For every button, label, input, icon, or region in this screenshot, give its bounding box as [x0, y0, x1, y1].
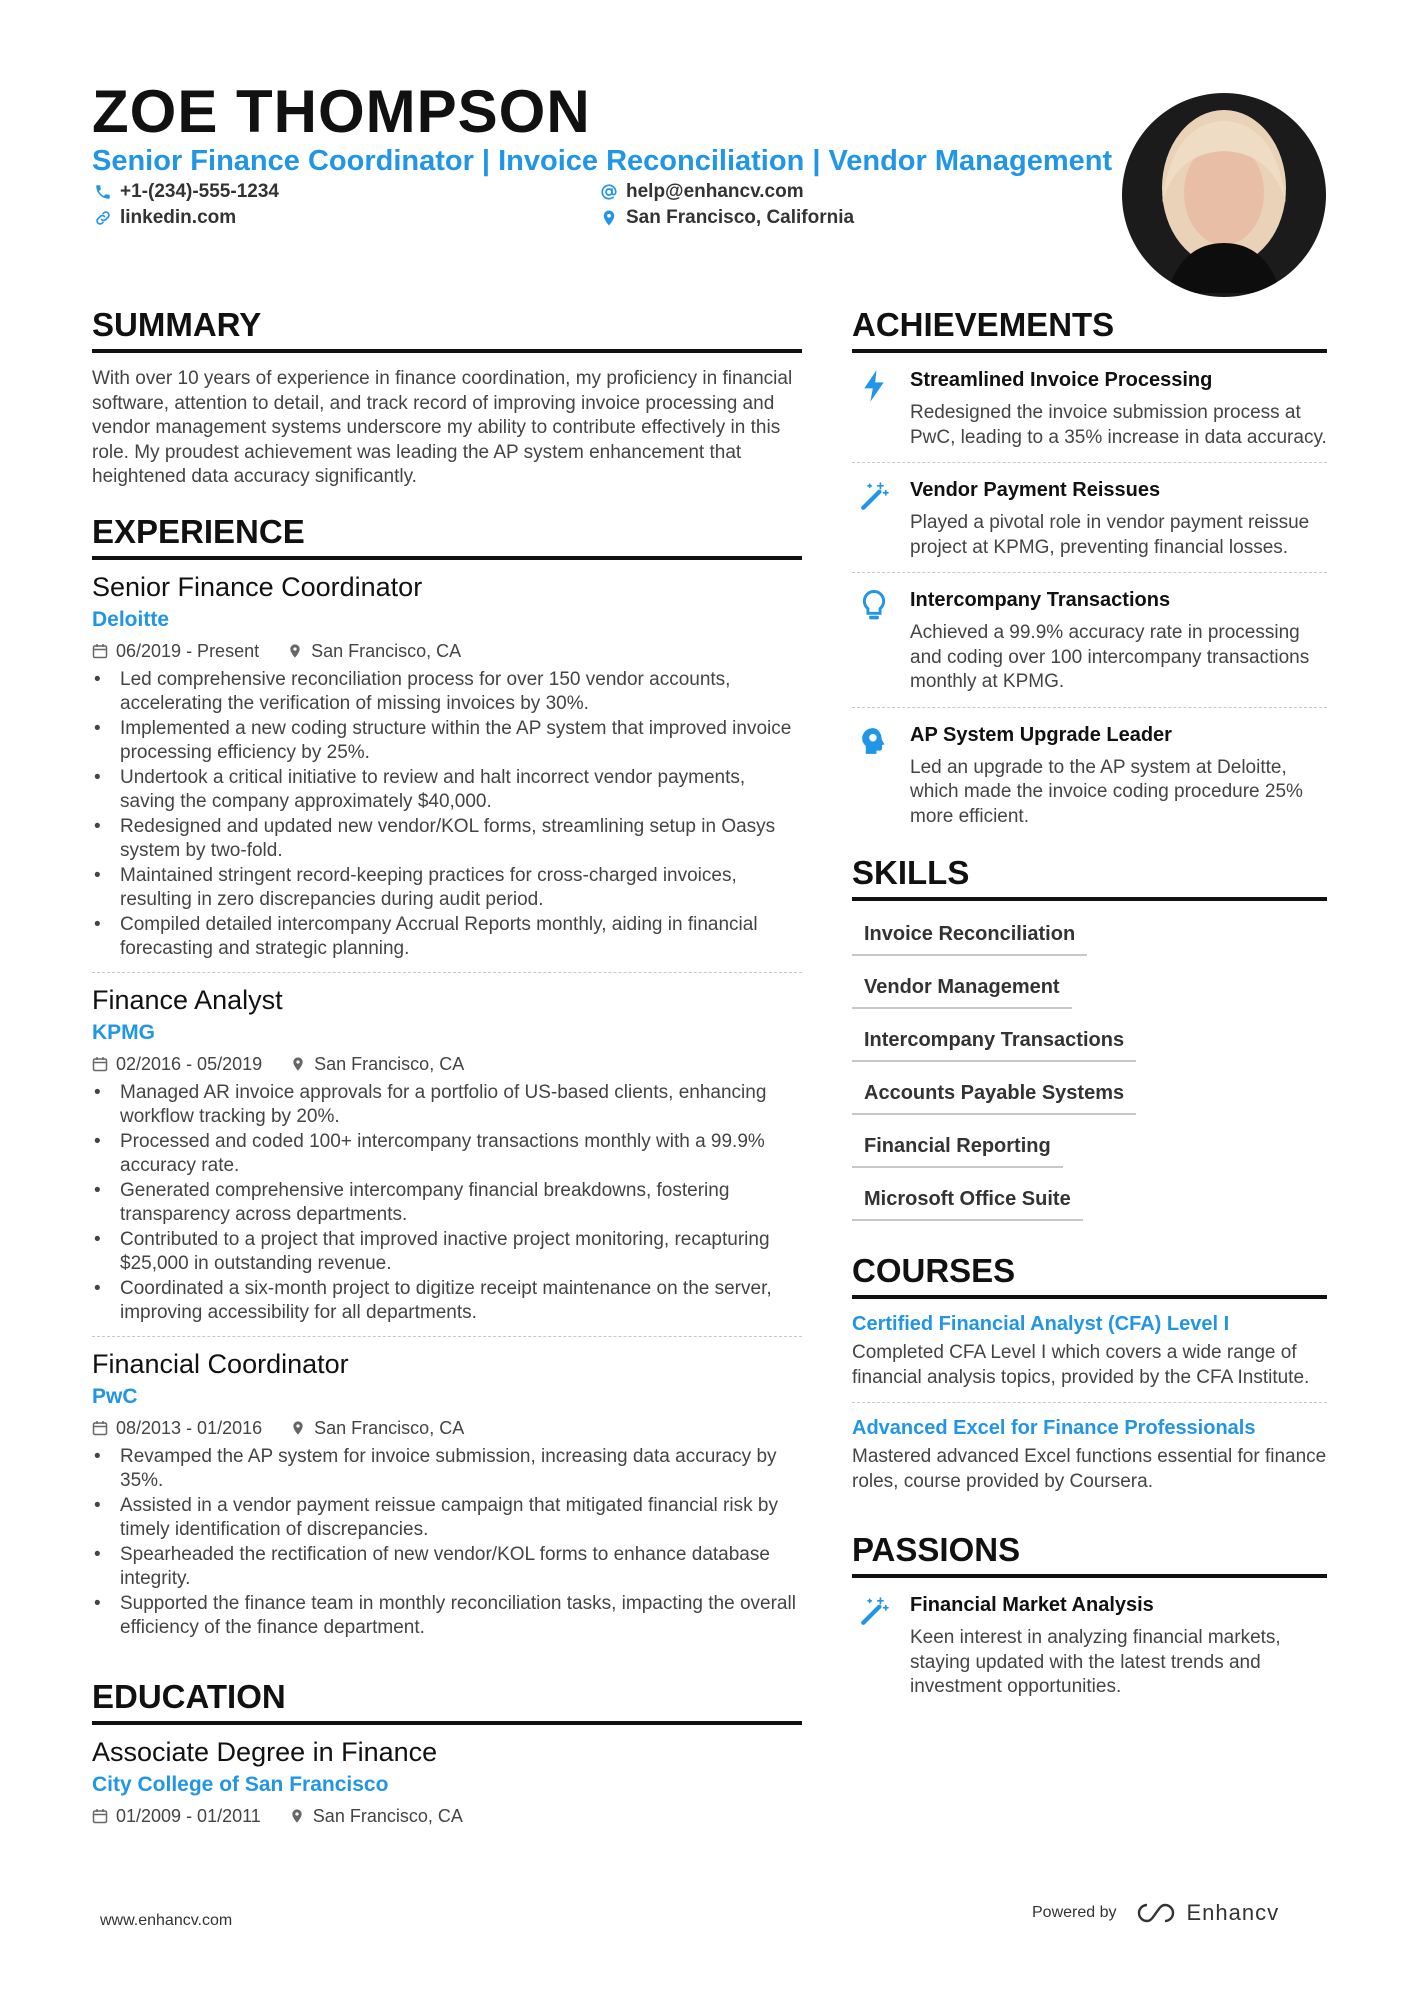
bullet-item: • Contributed to a project that improved inactive project monitoring, recapturing $25,000 in outstanding revenue.: [120, 1228, 802, 1277]
head-brain-icon: [859, 724, 889, 758]
education-location: San Francisco, CA: [312, 1805, 463, 1826]
footer-branding[interactable]: [1032, 1900, 1279, 1926]
achievement-desc: Played a pivotal role in vendor payment reissue project at KPMG, preventing financial losses.: [910, 512, 1310, 558]
skill-tag: Financial Reporting: [852, 1123, 1063, 1168]
achievement-desc: Redesigned the invoice submission process at PwC, leading to a 35% increase in data accuracy.: [910, 402, 1327, 448]
achievements-title: ACHIEVEMENTS: [852, 305, 1327, 353]
calendar-icon: [92, 1808, 108, 1824]
footer-website[interactable]: www.enhancv.com: [100, 1912, 233, 1929]
achievement-desc: Led an upgrade to the AP system at Deloitte, which made the invoice coding procedure 25% more efficient.: [910, 756, 1303, 827]
job-location: San Francisco, CA: [311, 640, 462, 661]
courses-title: COURSES: [852, 1251, 1327, 1299]
contact-location: [600, 206, 854, 230]
course-item: [852, 1403, 1327, 1506]
passion-item: [852, 1578, 1327, 1712]
calendar-icon: [92, 1420, 108, 1436]
phone-icon: [94, 183, 112, 201]
calendar-icon: [92, 1056, 108, 1072]
location-text: San Francisco, California: [626, 207, 855, 228]
course-item: [852, 1299, 1327, 1403]
achievement-title: Vendor Payment Reissues: [910, 479, 1161, 501]
link-icon: [94, 209, 112, 227]
job-entry: [92, 1337, 802, 1651]
summary-text: With over 10 years of experience in finance coordination, my proficiency in financial software, attention to detail, and track record of improving invoice processing and vendor management systems underscore my ability to contribute effectively in this role. My proudest achievement was leading the AP system enhancement that heightened data accuracy significantly.: [92, 368, 793, 487]
achievements-section: [852, 305, 1327, 841]
headline: Senior Finance Coordinator | Invoice Reconciliation | Vendor Management: [92, 145, 1113, 177]
profile-photo: [1122, 93, 1326, 297]
skill-tag: Vendor Management: [852, 964, 1072, 1009]
skill-tag: Microsoft Office Suite: [852, 1176, 1083, 1221]
location-pin-icon: [289, 1808, 305, 1824]
achievement-title: Intercompany Transactions: [910, 589, 1171, 611]
location-pin-icon: [290, 1420, 306, 1436]
magic-wand-icon: [859, 1594, 889, 1628]
bullet-item: • Supported the finance team in monthly reconciliation tasks, impacting the overall efficiency of the finance department.: [120, 1592, 802, 1641]
job-title: Financial Coordinator: [92, 1348, 349, 1379]
job-dates: 06/2019 - Present: [116, 640, 260, 661]
skill-tag: Accounts Payable Systems: [852, 1070, 1136, 1115]
course-desc: Mastered advanced Excel functions essential for finance roles, course provided by Coursera.: [852, 1446, 1327, 1492]
job-bullets: [92, 668, 802, 962]
skills-title: SKILLS: [852, 853, 1327, 901]
enhancv-logo-icon: [1133, 1901, 1179, 1925]
bullet-item: • Coordinated a six-month project to digitize receipt maintenance on the server, improving accessibility for all departments.: [120, 1277, 802, 1326]
lightbulb-icon: [859, 589, 889, 623]
degree-title: Associate Degree in Finance: [92, 1736, 438, 1767]
education-dates: 01/2009 - 01/2011: [116, 1805, 261, 1826]
education-meta: [92, 1803, 802, 1829]
bullet-item: • Implemented a new coding structure within the AP system that improved invoice processing efficiency by 25%.: [120, 717, 802, 766]
education-title: EDUCATION: [92, 1677, 802, 1725]
job-location: San Francisco, CA: [314, 1417, 465, 1438]
skill-tag: Invoice Reconciliation: [852, 911, 1087, 956]
left-column: [92, 305, 802, 1829]
education-section: [92, 1677, 802, 1829]
brand-name: Enhancv: [1186, 1900, 1280, 1925]
location-pin-icon: [290, 1056, 306, 1072]
skill-tag: Intercompany Transactions: [852, 1017, 1136, 1062]
summary-section: [92, 305, 802, 490]
bullet-item: • Spearheaded the rectification of new vendor/KOL forms to enhance database integrity.: [120, 1543, 802, 1592]
email-text: help@enhancv.com: [626, 181, 804, 202]
calendar-icon: [92, 643, 108, 659]
bullet-item: • Assisted in a vendor payment reissue campaign that mitigated financial risk by timely identification of discrepancies.: [120, 1494, 802, 1543]
achievement-item: [852, 463, 1327, 573]
contact-email[interactable]: [600, 180, 804, 204]
right-column: [852, 305, 1327, 1712]
experience-title: EXPERIENCE: [92, 512, 802, 560]
achievement-item: [852, 708, 1327, 842]
job-dates: 08/2013 - 01/2016: [116, 1417, 263, 1438]
lightning-icon: [859, 369, 889, 403]
course-title: Certified Financial Analyst (CFA) Level I: [852, 1313, 1230, 1335]
job-meta: [92, 638, 802, 664]
experience-section: [92, 512, 802, 1651]
skills-list: [852, 901, 1327, 1229]
magic-wand-icon: [859, 479, 889, 513]
job-dates: 02/2016 - 05/2019: [116, 1053, 263, 1074]
bullet-item: • Redesigned and updated new vendor/KOL forms, streamlining setup in Oasys system by two-fold.: [120, 815, 802, 864]
course-title: Advanced Excel for Finance Professionals: [852, 1417, 1256, 1439]
bullet-item: • Generated comprehensive intercompany financial breakdowns, fostering transparency across departments.: [120, 1179, 802, 1228]
contact-linkedin[interactable]: [94, 206, 236, 230]
bullet-item: • Maintained stringent record-keeping practices for cross-charged invoices, resulting in zero discrepancies during audit period.: [120, 864, 802, 913]
job-entry: [92, 560, 802, 973]
bullet-item: • Undertook a critical initiative to review and halt incorrect vendor payments, saving the company approximately $40,000.: [120, 766, 802, 815]
achievement-item: [852, 573, 1327, 708]
bullet-item: • Managed AR invoice approvals for a portfolio of US-based clients, enhancing workflow tracking by 20%.: [120, 1081, 802, 1130]
company-name: PwC: [92, 1384, 138, 1408]
passions-title: PASSIONS: [852, 1530, 1327, 1578]
job-meta: [92, 1415, 802, 1441]
company-name: KPMG: [92, 1020, 155, 1044]
job-meta: [92, 1051, 802, 1077]
achievement-title: Streamlined Invoice Processing: [910, 369, 1213, 391]
achievement-desc: Achieved a 99.9% accuracy rate in processing and coding over 100 intercompany transactions monthly at KPMG.: [910, 622, 1310, 692]
course-desc: Completed CFA Level I which covers a wide range of financial analysis topics, provided by the CFA Institute.: [852, 1342, 1310, 1388]
bullet-item: • Processed and coded 100+ intercompany transactions monthly with a 99.9% accuracy rate.: [120, 1130, 802, 1179]
bullet-item: • Compiled detailed intercompany Accrual Reports monthly, aiding in financial forecasting and strategic planning.: [120, 913, 802, 962]
school-name: City College of San Francisco: [92, 1772, 389, 1796]
job-title: Senior Finance Coordinator: [92, 571, 423, 602]
courses-section: [852, 1251, 1327, 1506]
passions-section: [852, 1530, 1327, 1712]
passion-desc: Keen interest in analyzing financial markets, staying updated with the latest trends and investment opportunities.: [910, 1627, 1281, 1697]
job-entry: [92, 973, 802, 1337]
bullet-item: • Revamped the AP system for invoice submission, increasing data accuracy by 35%.: [120, 1445, 802, 1494]
job-location: San Francisco, CA: [314, 1053, 465, 1074]
contact-phone[interactable]: [94, 180, 279, 204]
linkedin-text: linkedin.com: [120, 207, 237, 228]
skills-section: [852, 853, 1327, 1229]
location-pin-icon: [600, 209, 618, 227]
company-name: Deloitte: [92, 607, 170, 631]
achievement-item: [852, 353, 1327, 463]
job-bullets: [92, 1081, 802, 1326]
bullet-item: • Led comprehensive reconciliation process for over 150 vendor accounts, accelerating the verification of missing invoices by 30%.: [120, 668, 802, 717]
job-title: Finance Analyst: [92, 984, 283, 1015]
job-bullets: [92, 1445, 802, 1641]
achievement-title: AP System Upgrade Leader: [910, 723, 1172, 746]
summary-title: SUMMARY: [92, 305, 802, 353]
passion-title: Financial Market Analysis: [910, 1594, 1154, 1616]
at-sign-icon: [600, 183, 618, 201]
location-pin-icon: [287, 643, 303, 659]
powered-by-text: Powered by: [1032, 1904, 1117, 1921]
candidate-name: ZOE THOMPSON: [92, 78, 591, 145]
brand-logo: [1133, 1900, 1280, 1926]
phone-text: +1-(234)-555-1234: [120, 181, 279, 202]
